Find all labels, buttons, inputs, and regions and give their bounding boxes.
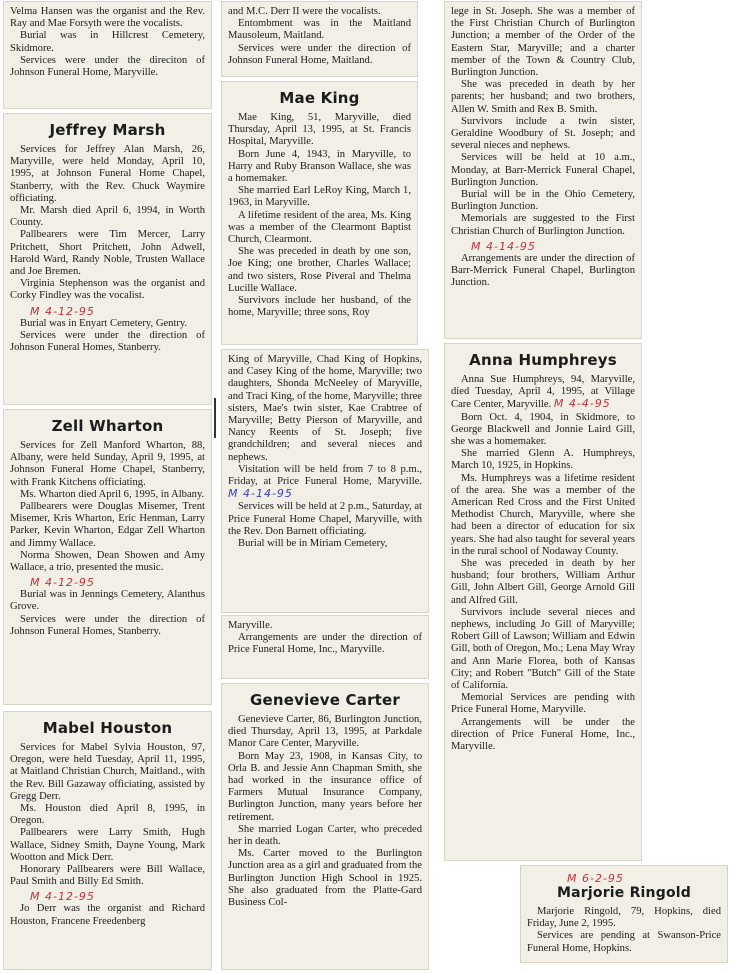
obit-jeffrey-marsh <box>4 114 211 404</box>
obit-para: Virginia Stephenson was the organist and Corky Findley was the vocalist. <box>10 278 205 302</box>
obit-para: Ms. Carter moved to the Burlington Junction area as a girl and graduated from the Burlington Junction High School in 1925. She also graduated from the Platte-Gard Business Col- <box>228 848 422 909</box>
obit-title: Jeffrey Marsh <box>49 121 166 139</box>
obit-para: A lifetime resident of the area, Ms. King was a member of the Clearmont Baptist Church, Clearmont. <box>228 209 411 246</box>
handwritten-date-note: M 4-12-95 <box>30 576 95 590</box>
obit-para: Survivors include her husband, of the home, Maryville; three sons, Roy <box>228 295 411 319</box>
obit-para: lege in St. Joseph. She was a member of the First Christian Church of Burlington Junction; a member of the Order of the Eastern Star, Maryville; and a charter member of the Town & Country Club, Burlington Junction. <box>451 6 635 79</box>
obit-para: Survivors include a twin sister, Geraldine Woodbury of St. Joseph; and several nieces and nephews. <box>451 115 635 152</box>
houston-cont-para-1: and M.C. Derr II were the vocalists. <box>228 6 381 17</box>
obit-para: Jo Derr was the organist and Richard Houston, Francene Freedenberg <box>10 903 205 927</box>
obit-para: She married Glenn A. Humphreys, March 10, 1925, in Hopkins. <box>451 448 635 472</box>
obit-mae-king <box>222 82 417 344</box>
obit-para-text: Anna Sue Humphreys, 94, Maryville, died Tuesday, April 4, 1995, at Village Care Center, Maryville. <box>451 374 635 411</box>
obit-para: Services for Zell Manford Wharton, 88, Albany, were held Sunday, April 9, 1995, at Johnson Funeral Home Chapel, Stanberry, with Frank Kitchens officiating. <box>10 440 205 488</box>
obit-para: Services are pending at Swanson-Price Funeral Home, Hopkins. <box>527 930 721 954</box>
handwritten-date-note: M 4-4-95 <box>553 397 611 411</box>
obit-para: Burial was in Enyart Cemetery, Gentry. <box>20 317 188 329</box>
clip-hansen <box>4 2 211 108</box>
obit-para: Services were under the direction of Johnson Funeral Homes, Stanberry. <box>10 613 205 637</box>
obit-title: Mabel Houston <box>42 719 173 737</box>
obit-para: Ms. Houston died April 8, 1995, in Oregon. <box>10 803 205 827</box>
handwritten-date-note: M 4-14-95 <box>228 487 293 501</box>
obit-para: Honorary Pallbearers were Bill Wallace, Paul Smith and Billy Ed Smith. <box>10 864 205 888</box>
obit-title: Genevieve Carter <box>249 691 401 709</box>
obit-para: She was preceded in death by her husband; four brothers, William Arthur Gill, John Albert Gill, George Arnold Gill and Alfred Gill. <box>451 558 635 606</box>
obit-genevieve-carter <box>222 684 428 969</box>
obit-para: Marjorie Ringold, 79, Hopkins, died Friday, June 2, 1995. <box>527 906 721 930</box>
clip-king-end <box>222 616 428 678</box>
obit-anna-humphreys <box>445 344 641 860</box>
obit-para: Survivors include several nieces and nephews, including Jo Gill of Maryville; Robert Gill of Lawson; William and Edwin Gill, both of Oregon, Mo.; Lena May Wray and Ann Marie Florea, both of Kansas City; and Robert "Butch" Gill of the State of California. <box>451 606 635 692</box>
obit-para: Services were under the direction of Johnson Funeral Homes, Stanberry. <box>10 329 205 354</box>
handwritten-date-note: M 4-14-95 <box>471 239 536 253</box>
obit-para: King of Maryville, Chad King of Hopkins, and Casey King of the home, Maryville; two daughters, Shonda McNeeley of Maryville, and Traci King, of the home, Maryville; three sisters, Mae's twin sister, Kae Crabtree of Maryville; Betty Pierson of Maryville, and Nancy Reents of St. Joseph; five grandchildren; and several nieces and nephews. <box>228 354 422 463</box>
obit-para: Burial will be in the Ohio Cemetery, Burlington Junction. <box>451 189 635 213</box>
houston-cont-para-3: Services were under the direction of Johnson Funeral Home, Maitland. <box>228 42 411 66</box>
clip-carter-continued <box>445 2 641 338</box>
obit-para: Norma Showen, Dean Showen and Amy Wallace, a trio, presented the music. <box>10 549 205 574</box>
obit-para: She married Logan Carter, who preceded her in death. <box>228 823 422 848</box>
obit-para: Mr. Marsh died April 6, 1994, in Worth County. <box>10 205 205 229</box>
obit-para: Memorial Services are pending with Price Funeral Home, Maryville. <box>451 692 635 716</box>
obit-para: Services for Jeffrey Alan Marsh, 26, Maryville, were held Monday, April 10, 1995, at Johnson Funeral Home Chapel, Stanberry, with the Rev. Chuck Waymire officiating. <box>10 144 205 204</box>
obit-para: Ms. Humphreys was a lifetime resident of the area. She was a member of the American Red Cross and the First United Methodist Church, Maryville, where she had been a director of education for six years. She had also taught for several years in the rural school of Nodaway County. <box>451 472 635 557</box>
obit-para: She was preceded in death by her parents; her husband; and two brothers, Allen W. Smith and Rex B. Smith. <box>451 79 635 115</box>
obit-para: Mae King, 51, Maryville, died Thursday, April 13, 1995, at St. Francis Hospital, Maryville. <box>228 112 411 148</box>
obit-para: She was preceded in death by one son, Joe King; one brother, Charles Wallace; and two sisters, Rose Piveral and Thelma Lucille Wallace. <box>228 246 411 294</box>
handwritten-date-note: M 4-12-95 <box>30 304 95 318</box>
obit-para: She married Earl LeRoy King, March 1, 1963, in Maryville. <box>228 185 411 209</box>
hansen-para-1: Velma Hansen was the organist and the Rev. Ray and Mae Forsyth were the vocalists. <box>10 6 205 30</box>
clip-houston-continued <box>222 2 417 76</box>
hansen-para-3: Services were under the direciton of Johnson Funeral Home, Maryville. <box>10 54 205 79</box>
obit-para: Born May 23, 1908, in Kansas City, to Orla B. and Jessie Ann Chapman Smith, she had worked in the insurance office of Farmers Mutual Insurance Company, Burlington Junction, many years before her retirement. <box>228 750 422 823</box>
obit-mabel-houston <box>4 712 211 969</box>
obit-para: Services for Mabel Sylvia Houston, 97, Oregon, were held Tuesday, April 11, 1995, at Maitland Christian Church, Maitland., with the Rev. Bill Gazaway officiating, assisted by Gregg Derr. <box>10 742 205 802</box>
column-divider <box>214 398 216 438</box>
obit-title: Zell Wharton <box>51 417 164 435</box>
obit-para: Maryville. <box>228 620 273 631</box>
obit-marjorie-ringold <box>521 866 727 962</box>
handwritten-date-note: M 6-2-95 <box>567 872 624 885</box>
obit-para: Arrangements are under the direction of Barr-Merrick Funeral Chapel, Burlington Junction. <box>451 252 635 289</box>
hansen-para-2: Burial was in Hillcrest Cemetery, Skidmore. <box>10 30 205 54</box>
obit-para <box>451 374 635 412</box>
obit-para: Pallbearers were Tim Mercer, Larry Pritchett, Short Pritchett, John Adwell, Harold Ward, Randy Noble, Trusten Wallace and Joe Bremen. <box>10 229 205 278</box>
obit-para: Born Oct. 4, 1904, in Skidmore, to George Blackwell and Jonnie Laird Gill, she was a homemaker. <box>451 411 635 448</box>
obit-para <box>228 464 422 502</box>
obit-para: Burial was in Jennings Cemetery, Alanthus Grove. <box>10 589 205 613</box>
obit-para: Ms. Wharton died April 6, 1995, in Albany. <box>20 488 205 500</box>
obit-para-text: Visitation will be held from 7 to 8 p.m., Friday, at Price Funeral Home, Maryville. <box>228 463 422 488</box>
obit-title: Anna Humphreys <box>469 351 617 369</box>
obit-para: Genevieve Carter, 86, Burlington Junction, died Thursday, April 13, 1995, at Parkdale Manor Care Center, Maryville. <box>228 714 422 750</box>
houston-cont-para-2: Entombment was in the Maitland Mausoleum, Maitland. <box>228 18 411 42</box>
clip-king-continued <box>222 350 428 612</box>
obit-title: Marjorie Ringold <box>557 885 691 901</box>
obit-para: Burial will be in Miriam Cemetery, <box>238 538 388 550</box>
obit-para: Pallbearers were Larry Smith, Hugh Wallace, Sidney Smith, Dayne Young, Mark Wootton and Mick Derr. <box>10 827 205 863</box>
obit-para: Arrangements will be under the direction of Price Funeral Home, Inc., Maryville. <box>451 716 635 753</box>
obit-para: Services will be held at 10 a.m., Monday, at Barr-Merrick Funeral Chapel, Burlington Junction. <box>451 152 635 188</box>
obit-para: Pallbearers were Douglas Misemer, Trent Misemer, Kris Wharton, Eric Henman, Larry Parker, Kevin Wharton, Edgar Zell Wharton and Jimmy Wallace. <box>10 501 205 549</box>
obit-para: Services will be held at 2 p.m., Saturday, at Price Funeral Home Chapel, Maryville, with the Rev. Don Barnett officiating. <box>228 501 422 537</box>
handwritten-date-note: M 4-12-95 <box>30 890 95 904</box>
obit-para: Memorials are suggested to the First Christian Church of Burlington Junction. <box>451 213 635 237</box>
obit-title: Mae King <box>279 89 360 107</box>
obit-zell-wharton <box>4 410 211 704</box>
obit-para: Born June 4, 1943, in Maryville, to Harry and Ruby Branson Wallace, she was a homemaker. <box>228 148 411 185</box>
obit-para: Arrangements are under the direction of Price Funeral Home, Inc., Maryville. <box>228 632 422 656</box>
